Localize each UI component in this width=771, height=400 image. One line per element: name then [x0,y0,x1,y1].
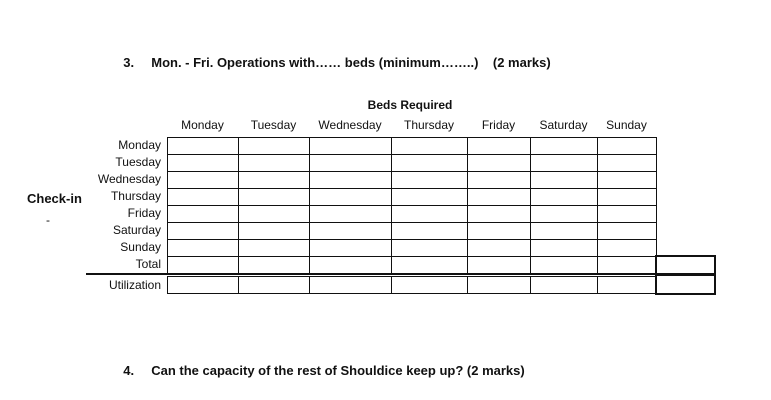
column-header-1: Tuesday [250,118,297,132]
table-caption: Beds Required [367,98,453,112]
table-cell[interactable] [597,188,657,206]
question-3-text: Mon. - Fri. Operations with…… beds (minimum……..) [151,55,479,70]
table-cell[interactable] [467,188,531,206]
table-cell[interactable] [309,171,392,189]
row-label-1: Tuesday [115,155,161,169]
utilization-result-box [655,274,716,295]
table-cell[interactable] [391,239,468,257]
table-cell[interactable] [467,222,531,240]
table-cell[interactable] [167,222,239,240]
table-cell[interactable] [167,154,239,172]
table-cell[interactable] [467,256,531,274]
row-label-2: Wednesday [97,172,161,186]
utilization-cell[interactable] [391,276,468,294]
table-cell[interactable] [597,222,657,240]
table-cell[interactable] [391,154,468,172]
table-cell[interactable] [597,154,657,172]
table-cell[interactable] [238,222,310,240]
table-cell[interactable] [467,239,531,257]
table-cell[interactable] [309,222,392,240]
check-in-label: Check-in [27,191,82,206]
question-4-text: Can the capacity of the rest of Shouldice keep up? (2 marks) [151,363,525,378]
row-label-0: Monday [118,138,161,152]
table-cell[interactable] [238,239,310,257]
row-label-4: Friday [127,206,161,220]
utilization-cell[interactable] [238,276,310,294]
table-cell[interactable] [391,171,468,189]
utilization-cell[interactable] [167,276,239,294]
table-cell[interactable] [391,256,468,274]
column-header-6: Sunday [606,118,647,132]
table-cell[interactable] [238,137,310,155]
table-cell[interactable] [530,171,598,189]
table-cell[interactable] [391,188,468,206]
table-cell[interactable] [309,239,392,257]
table-cell[interactable] [530,154,598,172]
table-cell[interactable] [167,256,239,274]
question-3-marks: (2 marks) [492,55,551,70]
table-cell[interactable] [391,222,468,240]
table-cell[interactable] [530,222,598,240]
table-cell[interactable] [309,154,392,172]
utilization-cell[interactable] [597,276,657,294]
question-4-number: 4. [123,363,135,378]
table-cell[interactable] [238,154,310,172]
column-header-2: Wednesday [318,118,382,132]
table-cell[interactable] [597,239,657,257]
utilization-cell[interactable] [309,276,392,294]
question-3 [116,40,551,70]
table-cell[interactable] [238,256,310,274]
utilization-cell[interactable] [530,276,598,294]
table-cell[interactable] [530,239,598,257]
table-cell[interactable] [467,171,531,189]
table-cell[interactable] [467,205,531,223]
utilization-label: Utilization [108,278,161,292]
table-cell[interactable] [238,171,310,189]
table-cell[interactable] [167,205,239,223]
table-cell[interactable] [530,188,598,206]
table-cell[interactable] [391,205,468,223]
side-mark: - [46,213,50,227]
row-label-7: Total [135,257,161,271]
question-3-number: 3. [123,55,135,70]
row-label-3: Thursday [110,189,161,203]
table-cell[interactable] [597,256,657,274]
column-header-4: Friday [481,118,516,132]
table-cell[interactable] [597,205,657,223]
table-cell[interactable] [530,205,598,223]
table-cell[interactable] [309,188,392,206]
table-cell[interactable] [238,205,310,223]
total-separator-line [86,273,716,275]
row-label-5: Saturday [112,223,161,237]
table-cell[interactable] [530,256,598,274]
table-cell[interactable] [167,137,239,155]
total-result-box [655,255,716,275]
utilization-cell[interactable] [467,276,531,294]
table-cell[interactable] [530,137,598,155]
table-cell[interactable] [467,154,531,172]
column-header-3: Thursday [403,118,455,132]
table-cell[interactable] [167,171,239,189]
question-4 [116,348,525,378]
table-cell[interactable] [238,188,310,206]
table-cell[interactable] [597,171,657,189]
table-cell[interactable] [391,137,468,155]
table-cell[interactable] [309,256,392,274]
table-cell[interactable] [167,188,239,206]
table-cell[interactable] [597,137,657,155]
table-cell[interactable] [309,137,392,155]
table-cell[interactable] [467,137,531,155]
table-cell[interactable] [167,239,239,257]
column-header-0: Monday [181,118,224,132]
column-header-5: Saturday [539,118,588,132]
row-label-6: Sunday [120,240,161,254]
table-cell[interactable] [309,205,392,223]
